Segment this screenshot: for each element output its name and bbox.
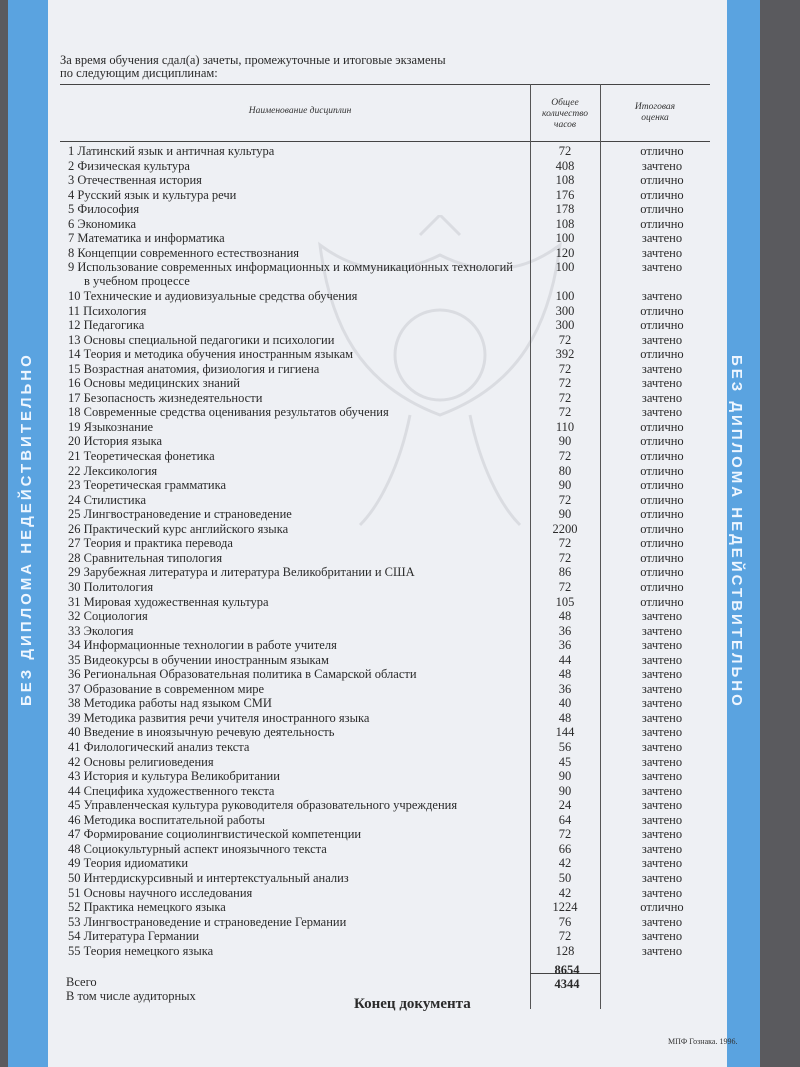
discipline-name: 41 Филологический анализ текста [68, 740, 250, 754]
discipline-grade: зачтено [641, 740, 683, 754]
discipline-grade: зачтено [641, 856, 683, 871]
discipline-grade: зачтено [641, 361, 683, 376]
discipline-hours: 144 [555, 725, 575, 740]
discipline-hours: 100 [555, 231, 575, 246]
discipline-hours: 392 [555, 347, 575, 362]
discipline-name: 13 Основы специальной педагогики и психологии [68, 332, 335, 347]
discipline-name: 28 Сравнительная типология [68, 550, 223, 565]
discipline-grade: отлично [640, 216, 684, 231]
discipline-name: 4 Русский язык и культура речи [68, 187, 237, 202]
discipline-hours: 66 [558, 841, 572, 856]
discipline-name: 20 История языка [68, 434, 163, 449]
discipline-name: 53 Лингвострановедение и страноведение Германии [68, 914, 347, 929]
discipline-name: 30 Политология [68, 579, 154, 594]
discipline-hours: 178 [555, 202, 575, 217]
discipline-hours: 72 [558, 929, 572, 944]
discipline-grade: зачтено [641, 754, 683, 769]
discipline-name: 15 Возрастная анатомия, физиология и гигиена [68, 361, 320, 376]
discipline-grade: зачтено [641, 783, 683, 798]
discipline-name: 29 Зарубежная литература и литература Великобритании и США [68, 565, 415, 580]
discipline-name: 16 Основы медицинских знаний [68, 376, 240, 391]
discipline-name: 48 Социокультурный аспект иноязычного текста [68, 841, 327, 856]
discipline-name-continued: в учебном процессе [84, 274, 190, 289]
discipline-hours: 408 [555, 158, 575, 173]
discipline-grade: отлично [640, 318, 684, 333]
discipline-name: 17 Безопасность жизнедеятельности [68, 390, 263, 405]
discipline-hours: 56 [558, 740, 572, 754]
discipline-name: 43 История и культура Великобритании [68, 769, 280, 784]
discipline-grade: зачтено [641, 696, 683, 711]
discipline-hours: 45 [558, 754, 572, 769]
discipline-grade: зачтено [641, 376, 683, 391]
discipline-hours: 110 [555, 419, 575, 434]
discipline-hours: 80 [558, 463, 572, 478]
end-of-document: Конец документа [354, 996, 471, 1012]
discipline-grade: отлично [640, 187, 684, 202]
discipline-grade: зачтено [641, 260, 683, 275]
header-line-2: по следующим дисциплинам: [60, 66, 218, 80]
discipline-name: 55 Теория немецкого языка [68, 943, 214, 958]
discipline-hours: 76 [558, 914, 572, 929]
printer-imprint: МПФ Гознака. 1996. [668, 1037, 738, 1046]
discipline-hours: 100 [555, 288, 575, 303]
discipline-grade: зачтено [641, 332, 683, 347]
discipline-hours: 64 [558, 812, 572, 827]
discipline-name: 23 Теоретическая грамматика [68, 478, 227, 493]
discipline-grade: зачтено [641, 405, 683, 420]
discipline-grade: отлично [640, 434, 684, 449]
discipline-name: 9 Использование современных информационных и коммуникационных технологий [68, 260, 513, 275]
discipline-name: 25 Лингвострановедение и страноведение [68, 507, 292, 522]
discipline-hours: 90 [558, 434, 572, 449]
discipline-hours: 72 [558, 449, 572, 463]
discipline-name: 50 Интердискурсивный и интертекстуальный анализ [68, 870, 349, 885]
auditorium-label: В том числе аудиторных [66, 989, 196, 1003]
discipline-hours: 176 [555, 187, 575, 202]
discipline-grade: зачтено [641, 725, 683, 740]
discipline-grade: зачтено [641, 245, 683, 260]
discipline-grade: отлично [640, 900, 684, 915]
discipline-grade: зачтено [641, 841, 683, 856]
discipline-hours: 72 [558, 827, 572, 842]
discipline-name: 31 Мировая художественная культура [68, 594, 269, 609]
discipline-hours: 90 [558, 783, 572, 798]
document-header [60, 54, 446, 80]
discipline-name: 52 Практика немецкого языка [68, 900, 226, 915]
table-top-rule [60, 84, 710, 85]
discipline-name: 14 Теория и методика обучения иностранным языкам [68, 347, 354, 362]
discipline-grade: зачтено [641, 609, 683, 624]
discipline-name: 3 Отечественная история [68, 173, 202, 188]
discipline-name: 36 Региональная Образовательная политика в Самарской области [68, 667, 417, 682]
discipline-grade: зачтено [641, 231, 683, 246]
discipline-hours: 44 [558, 652, 572, 667]
discipline-name: 21 Теоретическая фонетика [68, 449, 215, 463]
discipline-name: 27 Теория и практика перевода [68, 536, 233, 551]
discipline-grade: отлично [640, 550, 684, 565]
discipline-hours: 300 [555, 318, 575, 333]
discipline-hours: 105 [555, 594, 575, 609]
discipline-hours: 36 [558, 638, 572, 653]
discipline-grade: зачтено [641, 827, 683, 842]
discipline-grade: зачтено [641, 158, 683, 173]
discipline-hours: 42 [558, 856, 572, 871]
discipline-hours: 72 [558, 492, 572, 507]
discipline-name: 35 Видеокурсы в обучении иностранным языкам [68, 652, 329, 667]
discipline-grade: зачтено [641, 667, 683, 682]
discipline-name: 39 Методика развития речи учителя иностранного языка [68, 710, 370, 725]
discipline-hours: 108 [555, 173, 575, 188]
discipline-grade: отлично [640, 303, 684, 318]
discipline-name: 37 Образование в современном мире [68, 681, 265, 696]
discipline-hours: 120 [555, 245, 575, 260]
discipline-name: 34 Информационные технологии в работе учителя [68, 638, 337, 653]
discipline-name: 1 Латинский язык и античная культура [68, 144, 275, 158]
discipline-hours: 72 [558, 144, 572, 158]
discipline-hours: 48 [558, 710, 572, 725]
column-header-grade: Итоговая оценка [634, 102, 676, 123]
discipline-hours: 72 [558, 332, 572, 347]
discipline-hours: 42 [558, 885, 572, 900]
discipline-name: 33 Экология [68, 623, 134, 638]
discipline-grade: отлично [640, 202, 684, 217]
discipline-name: 40 Введение в иноязычную речевую деятельность [68, 725, 335, 740]
discipline-grade: зачтено [641, 812, 683, 827]
discipline-grade: зачтено [641, 870, 683, 885]
discipline-grade: отлично [640, 144, 684, 158]
discipline-grade: зачтено [641, 652, 683, 667]
discipline-hours: 36 [558, 681, 572, 696]
discipline-hours: 100 [555, 260, 575, 275]
discipline-name: 12 Педагогика [68, 318, 145, 333]
discipline-grade: зачтено [641, 798, 683, 813]
auditorium-value: 4344 [554, 977, 580, 991]
discipline-name: 32 Социология [68, 609, 148, 624]
discipline-grade: зачтено [641, 914, 683, 929]
discipline-name: 24 Стилистика [68, 492, 147, 507]
column-header-hours: Общее количество часов [542, 98, 588, 130]
discipline-hours: 90 [558, 507, 572, 522]
discipline-hours: 24 [558, 798, 572, 813]
discipline-name: 46 Методика воспитательной работы [68, 812, 265, 827]
total-label: Всего [66, 975, 97, 989]
discipline-name: 45 Управленческая культура руководителя образовательного учреждения [68, 798, 458, 813]
discipline-hours: 72 [558, 550, 572, 565]
discipline-hours: 1224 [552, 900, 578, 915]
discipline-grade: отлично [640, 449, 684, 463]
discipline-hours: 90 [558, 478, 572, 493]
right-stripe-text: БЕЗ ДИПЛОМА НЕДЕЙСТВИТЕЛЬНО [728, 355, 745, 709]
discipline-grade: отлично [640, 463, 684, 478]
discipline-grade: зачтено [641, 769, 683, 784]
discipline-grade: отлично [640, 594, 684, 609]
discipline-hours: 2200 [552, 521, 578, 536]
discipline-name: 18 Современные средства оценивания результатов обучения [68, 405, 389, 420]
discipline-name: 49 Теория идиоматики [68, 856, 189, 871]
column-header-name: Наименование дисциплин [248, 106, 352, 116]
discipline-hours: 72 [558, 376, 572, 391]
discipline-grade: отлично [640, 536, 684, 551]
discipline-grade: зачтено [641, 943, 683, 958]
discipline-name: 8 Концепции современного естествознания [68, 245, 300, 260]
discipline-grade: зачтено [641, 288, 683, 303]
discipline-hours: 86 [558, 565, 572, 580]
discipline-name: 19 Языкознание [68, 419, 154, 434]
discipline-hours: 72 [558, 361, 572, 376]
discipline-grade: зачтено [641, 681, 683, 696]
discipline-name: 47 Формирование социолингвистической компетенции [68, 827, 362, 842]
discipline-grade: отлично [640, 347, 684, 362]
discipline-hours: 50 [558, 870, 572, 885]
total-value: 8654 [554, 963, 580, 977]
discipline-grade: отлично [640, 173, 684, 188]
discipline-name: 54 Литература Германии [68, 929, 200, 944]
discipline-grade: отлично [640, 492, 684, 507]
discipline-grade: зачтено [641, 929, 683, 944]
discipline-name: 2 Физическая культура [68, 158, 190, 173]
discipline-hours: 108 [555, 216, 575, 231]
header-line-1: За время обучения сдал(а) зачеты, промежуточные и итоговые экзамены [60, 53, 446, 67]
discipline-name: 26 Практический курс английского языка [68, 521, 289, 536]
discipline-grade: зачтено [641, 710, 683, 725]
discipline-grade: зачтено [641, 885, 683, 900]
discipline-grade: отлично [640, 507, 684, 522]
discipline-hours: 72 [558, 405, 572, 420]
discipline-name: 51 Основы научного исследования [68, 885, 253, 900]
discipline-grade: отлично [640, 579, 684, 594]
discipline-name: 11 Психология [68, 303, 147, 318]
discipline-hours: 72 [558, 536, 572, 551]
discipline-name: 7 Математика и информатика [68, 231, 225, 246]
discipline-grade: отлично [640, 478, 684, 493]
discipline-name: 5 Философия [68, 202, 140, 217]
discipline-hours: 72 [558, 579, 572, 594]
discipline-hours: 72 [558, 390, 572, 405]
discipline-grade: зачтено [641, 623, 683, 638]
discipline-grade: зачтено [641, 390, 683, 405]
left-stripe-text: БЕЗ ДИПЛОМА НЕДЕЙСТВИТЕЛЬНО [18, 352, 35, 706]
discipline-name: 10 Технические и аудиовизуальные средства обучения [68, 288, 358, 303]
discipline-name: 6 Экономика [68, 216, 137, 231]
discipline-name: 22 Лексикология [68, 463, 158, 478]
discipline-hours: 48 [558, 667, 572, 682]
discipline-name: 38 Методика работы над языком СМИ [68, 696, 272, 711]
discipline-grade: отлично [640, 419, 684, 434]
discipline-grade: отлично [640, 521, 684, 536]
table-header-rule [60, 141, 710, 142]
discipline-grade: зачтено [641, 638, 683, 653]
discipline-hours: 128 [555, 943, 575, 958]
discipline-hours: 36 [558, 623, 572, 638]
discipline-name: 44 Специфика художественного текста [68, 783, 275, 798]
discipline-hours: 300 [555, 303, 575, 318]
discipline-hours: 90 [558, 769, 572, 784]
discipline-hours: 40 [558, 696, 572, 711]
column-divider-2 [600, 84, 601, 1009]
discipline-hours: 48 [558, 609, 572, 624]
discipline-name: 42 Основы религиоведения [68, 754, 214, 769]
discipline-grade: отлично [640, 565, 684, 580]
